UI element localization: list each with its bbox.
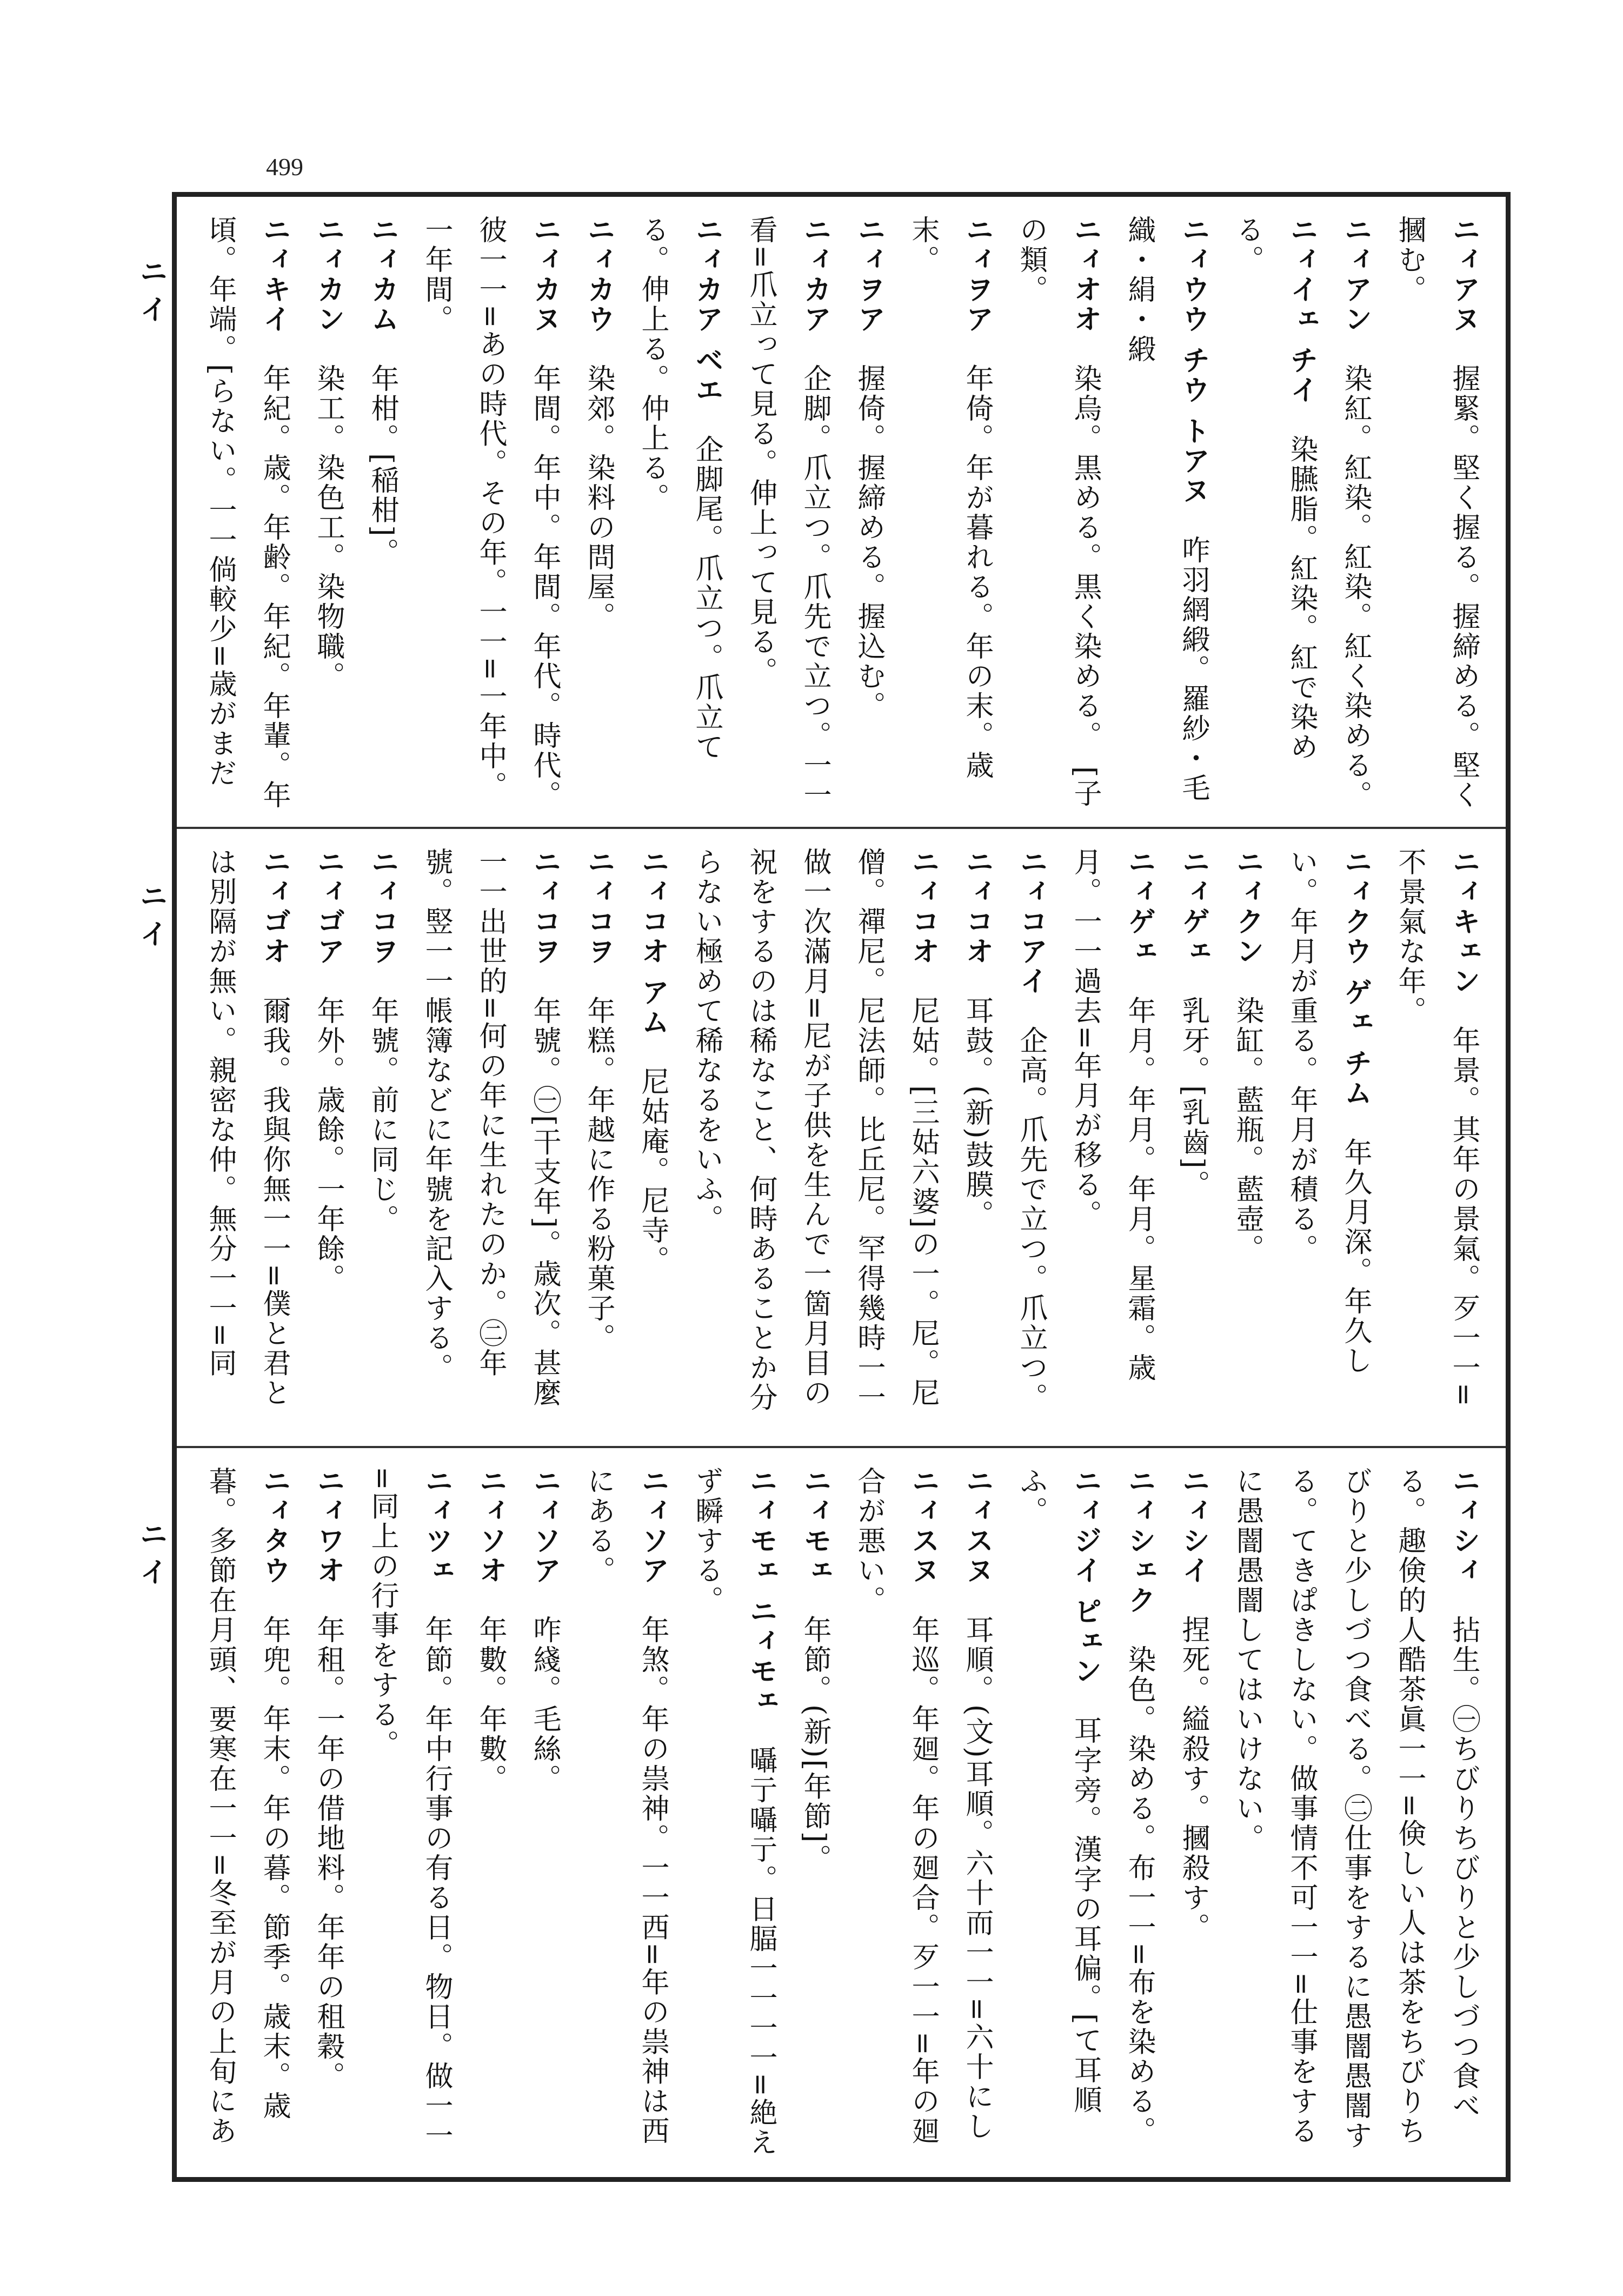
dictionary-entry — [409, 847, 571, 1432]
entry-spacer — [1339, 1108, 1372, 1138]
entry-spacer — [907, 1585, 939, 1615]
entry-spacer — [636, 1037, 669, 1067]
entry-spacer — [636, 1585, 669, 1615]
dictionary-entry — [626, 847, 680, 1432]
entries-column-group — [182, 847, 1491, 1432]
entry-definition: 捏死。縊殺す。摑殺す。 — [1177, 1615, 1209, 1942]
entry-reading: ニィアヌ — [1447, 215, 1480, 334]
entry-reading: ニィタウ — [258, 1466, 290, 1585]
dictionary-entry — [355, 215, 409, 813]
entry-reading: ニィヲア — [853, 215, 885, 334]
entry-spacer — [528, 1585, 561, 1615]
entry-definition: 年紀。歳。年齢。年紀。年輩。年頃。年端。[らない。一一倘較少=歳がまだ — [204, 215, 290, 810]
dictionary-entry — [409, 215, 571, 813]
entry-spacer — [528, 334, 561, 364]
entry-definition: 年節。年中行事の有る日。物日。做一一=同上の行事をする。 — [366, 1466, 453, 2151]
entry-definition: 年柑。[稲柑]。 — [366, 364, 398, 568]
entry-reading: ニィコヲ — [366, 847, 398, 966]
dictionary-entry — [626, 215, 734, 813]
entry-reading: ニィコヲ — [582, 847, 615, 966]
entry-definition: 年煞。年の祟神。一一西=年の祟神は西にある。 — [582, 1466, 669, 2146]
entry-spacer — [1177, 966, 1209, 996]
entry-spacer — [799, 1585, 831, 1615]
dictionary-entry — [1220, 215, 1328, 813]
entry-reading: ニィクウ ゲェ チム — [1339, 847, 1372, 1109]
entry-definition: 染臙脂。紅染。紅で染める。 — [1231, 215, 1318, 762]
entry-reading: ニィシイ — [1177, 1466, 1209, 1585]
dictionary-entry — [182, 1466, 301, 2163]
entry-spacer — [907, 966, 939, 996]
entry-spacer — [961, 334, 993, 364]
entry-spacer — [258, 966, 290, 996]
section-label-3: ニイ — [135, 1519, 167, 1595]
entry-reading: ニィスヌ — [961, 1466, 993, 1585]
dictionary-entry — [1004, 1466, 1112, 2163]
entry-spacer — [366, 966, 398, 996]
dictionary-entry — [182, 847, 301, 1432]
entries-column-group — [182, 215, 1491, 813]
entry-definition: 拈生。㊀ちびりちびりと少しづつ食べる。趣倹的人酷茶眞一一=倹しい人は茶をちびりちびりと少しづつ食べる。㊁仕事をするに愚闇愚闇する。てきぱきしない。做事情不可一一=仕事をするに愚闇愚闇してはいけない。 — [1231, 1466, 1480, 2151]
entry-spacer — [853, 334, 885, 364]
entry-reading: ニィオオ — [1069, 215, 1101, 334]
section-bottom — [177, 1446, 1506, 2177]
entry-definition: 年景。其年の景氣。歹一一=不景氣な年。 — [1393, 847, 1480, 1408]
entry-definition: 染工。染色工。染物職。 — [312, 364, 344, 691]
entry-definition: 染缸。藍瓶。藍壺。 — [1231, 996, 1263, 1264]
entry-reading: ニィシィ — [1447, 1466, 1480, 1585]
entry-reading: ニィカア — [799, 215, 831, 334]
entry-reading: ニィカヌ — [528, 215, 561, 334]
entry-definition: 年糕。年越に作る粉菓子。 — [582, 996, 615, 1353]
entry-reading: ニィスヌ — [907, 1466, 939, 1585]
dictionary-entry — [301, 215, 355, 813]
dictionary-frame — [172, 192, 1511, 2182]
entry-definition: 年號。前に同じ。 — [366, 996, 398, 1234]
dictionary-entry — [680, 847, 950, 1432]
dictionary-entry — [355, 847, 409, 1432]
dictionary-entry — [896, 215, 1004, 813]
entry-definition: 年租。一年の借地料。年年の租穀。 — [312, 1615, 344, 2091]
entry-spacer — [1069, 1686, 1101, 1716]
entry-reading: ニィゴア — [312, 847, 344, 966]
dictionary-entry — [1382, 847, 1491, 1432]
entry-definition: 年月。年月。年月。星霜。歳月。一一過去=年月が移る。 — [1069, 847, 1155, 1383]
entry-definition: 年兜。年末。年の暮。節季。歳末。歳暮。多節在月頭、要寒在一一=冬至が月の上旬にあ — [204, 1466, 290, 2146]
entry-definition: 爾我。我與你無一一=僕と君とは別隔が無い。親密な仲。無分一一=同 — [204, 847, 290, 1408]
dictionary-entry — [1274, 847, 1382, 1432]
entry-spacer — [1447, 1585, 1480, 1615]
entry-definition: 囁亍囁亍。日腷一一一一=絶えず瞬する。 — [690, 1466, 777, 2158]
entry-spacer — [312, 1585, 344, 1615]
dictionary-entry — [950, 847, 1004, 1432]
section-top — [177, 197, 1506, 827]
dictionary-entry — [1112, 1466, 1166, 2163]
entry-reading: ニィカン — [312, 215, 344, 334]
dictionary-entry — [680, 1466, 788, 2163]
entry-definition: 染色。染める。布一一=布を染める。 — [1123, 1645, 1155, 2146]
entry-definition: 企脚。爪立つ。爪先で立つ。一一看=爪立って見る。伸上って見る。 — [744, 215, 831, 810]
entry-spacer — [1123, 1615, 1155, 1645]
entry-spacer — [1285, 405, 1318, 435]
entry-definition: 尼姑庵。尼寺。 — [636, 1067, 669, 1276]
dictionary-entry — [734, 215, 842, 813]
dictionary-entry — [571, 1466, 680, 2163]
dictionary-entry — [1166, 1466, 1220, 2163]
entry-spacer — [799, 334, 831, 364]
entries-column-group — [182, 1466, 1491, 2163]
entry-definition: 握緊。堅く握る。握締める。堅く摑む。 — [1393, 215, 1480, 810]
entry-spacer — [582, 334, 615, 364]
entry-reading: ニィキェン — [1447, 847, 1480, 996]
entry-definition: 年久月深。年久しい。年月が重る。年月が積る。 — [1285, 847, 1372, 1376]
entry-spacer — [961, 1585, 993, 1615]
entry-definition: 乳牙。[乳齒]。 — [1177, 996, 1209, 1200]
entry-reading: ニィウウ チウ トアヌ — [1177, 215, 1209, 506]
entry-reading: ニィキイ — [258, 215, 290, 334]
dictionary-entry — [1220, 847, 1274, 1432]
entry-spacer — [744, 1716, 777, 1746]
entry-reading: ニィソオ — [474, 1466, 507, 1585]
entry-reading: ニィヲア — [961, 215, 993, 334]
entry-spacer — [690, 405, 723, 435]
entry-definition: 尼姑。[三姑六婆]の一。尼。尼僧。禪尼。尼法師。比丘尼。罕得幾時一一做一次滿月=尼が子供を生んで一箇月目の祝をするのは稀なこと、何時あることか分らない極めて稀なるをいふ。 — [690, 847, 939, 1412]
entry-spacer — [582, 966, 615, 996]
dictionary-entry — [517, 1466, 571, 2163]
entry-reading: ニィカア ベエ — [690, 215, 723, 406]
entry-spacer — [420, 1585, 453, 1615]
entry-spacer — [1069, 334, 1101, 364]
entry-spacer — [1447, 334, 1480, 364]
entry-definition: 染紅。紅染。紅染。紅く染める。 — [1339, 364, 1372, 810]
entry-spacer — [1447, 996, 1480, 1026]
entry-spacer — [312, 334, 344, 364]
dictionary-entry — [842, 215, 896, 813]
entry-definition: 咋羽網緞。羅紗・毛織・絹・緞 — [1123, 215, 1209, 804]
dictionary-entry — [1004, 215, 1112, 813]
entry-definition: 企脚尾。爪立つ。爪立てる。伸上る。仲上る。 — [636, 215, 723, 762]
entry-spacer — [366, 334, 398, 364]
entry-reading: ニィソア — [636, 1466, 669, 1585]
entry-reading: ニィジイ ピェン — [1069, 1466, 1101, 1687]
entry-definition: 年倚。年が暮れる。年の末。歳末。 — [907, 215, 993, 780]
entry-definition: 年外。歳餘。一年餘。 — [312, 996, 344, 1293]
entry-definition: 耳字旁。漢字の耳偏。[て耳順ふ。 — [1015, 1466, 1101, 2115]
entry-reading: ニィソア — [528, 1466, 561, 1585]
entry-spacer — [961, 966, 993, 996]
dictionary-entry — [1328, 215, 1382, 813]
entry-reading: ニィツェ — [420, 1466, 453, 1585]
section-label-2: ニイ — [135, 881, 167, 957]
entry-spacer — [258, 334, 290, 364]
entry-definition: 染郊。染料の問屋。 — [582, 364, 615, 632]
dictionary-entry — [1220, 1466, 1491, 2163]
entry-spacer — [312, 966, 344, 996]
entry-reading: ニィゲェ — [1123, 847, 1155, 966]
entry-reading: ニィコオ — [961, 847, 993, 966]
entry-reading: ニィゲェ — [1177, 847, 1209, 966]
dictionary-entry — [1004, 847, 1058, 1432]
dictionary-entry — [301, 1466, 355, 2163]
section-label-1: ニイ — [135, 257, 167, 333]
entry-definition: 年節。(新)[年節]。 — [799, 1615, 831, 1874]
entry-spacer — [474, 1585, 507, 1615]
entry-reading: ニィカム — [366, 215, 398, 334]
entry-definition: 染烏。黒める。黒く染める。 [子の類。 — [1015, 215, 1101, 809]
entry-definition: 年數。年數。 — [474, 1615, 507, 1794]
entry-spacer — [1015, 996, 1047, 1026]
entry-reading: ニィコヲ — [528, 847, 561, 966]
dictionary-entry — [1382, 215, 1491, 813]
entry-reading: ニィカウ — [582, 215, 615, 334]
entry-reading: ニィモェ — [799, 1466, 831, 1585]
entry-reading: ニィモェ ニィモェ — [744, 1466, 777, 1716]
entry-reading: ニィコアイ — [1015, 847, 1047, 996]
entry-spacer — [1177, 506, 1209, 535]
entry-reading: ニィゴオ — [258, 847, 290, 966]
entry-spacer — [258, 1585, 290, 1615]
entry-definition: 年號。㊀[干支年]。歳次。甚麼一一出世的=何の年に生れたのか。㊁年號。竪一一帳簿などに年號を記入する。 — [420, 847, 561, 1408]
entry-spacer — [528, 966, 561, 996]
dictionary-entry — [950, 1466, 1004, 2163]
entry-reading: ニィワオ — [312, 1466, 344, 1585]
dictionary-entry — [1166, 847, 1220, 1432]
dictionary-entry — [788, 1466, 842, 2163]
dictionary-entry — [463, 1466, 517, 2163]
entry-spacer — [1339, 334, 1372, 364]
dictionary-entry — [301, 847, 355, 1432]
dictionary-entry — [571, 847, 626, 1432]
entry-reading: ニィアン — [1339, 215, 1372, 334]
entry-definition: 耳鼓。(新)鼓膜。 — [961, 996, 993, 1230]
dictionary-entry — [842, 1466, 950, 2163]
entry-spacer — [1231, 966, 1263, 996]
entry-definition: 企高。爪先で立つ。爪立つ。 — [1015, 1026, 1047, 1412]
entry-reading: ニィコオ アム — [636, 847, 669, 1038]
dictionary-entry — [1112, 215, 1220, 813]
entry-definition: 握倚。握締める。握込む。 — [853, 364, 885, 721]
section-middle — [177, 827, 1506, 1446]
entry-reading: ニィコオ — [907, 847, 939, 966]
entry-definition: 咋綫。毛絲。 — [528, 1615, 561, 1794]
dictionary-entry — [1058, 847, 1166, 1432]
entry-reading: ニィクン — [1231, 847, 1263, 966]
entry-definition: 耳順。(文)耳順。六十而一一=六十にし — [961, 1615, 993, 2142]
dictionary-entry — [571, 215, 626, 813]
dictionary-entry — [182, 215, 301, 813]
entry-reading: ニィイェ チイ — [1285, 215, 1318, 406]
dictionary-entry — [355, 1466, 463, 2163]
entry-reading: ニィシェク — [1123, 1466, 1155, 1615]
entry-definition: 年巡。年廻。年の廻合。歹一一=年の廻合が悪い。 — [853, 1466, 939, 2146]
entry-spacer — [1177, 1585, 1209, 1615]
entry-spacer — [1123, 966, 1155, 996]
page-number: 499 — [266, 153, 303, 181]
entry-definition: 年間。年中。年間。年代。時代。彼一一=あの時代。その年。一一=一年中。一年間。 — [420, 215, 561, 810]
